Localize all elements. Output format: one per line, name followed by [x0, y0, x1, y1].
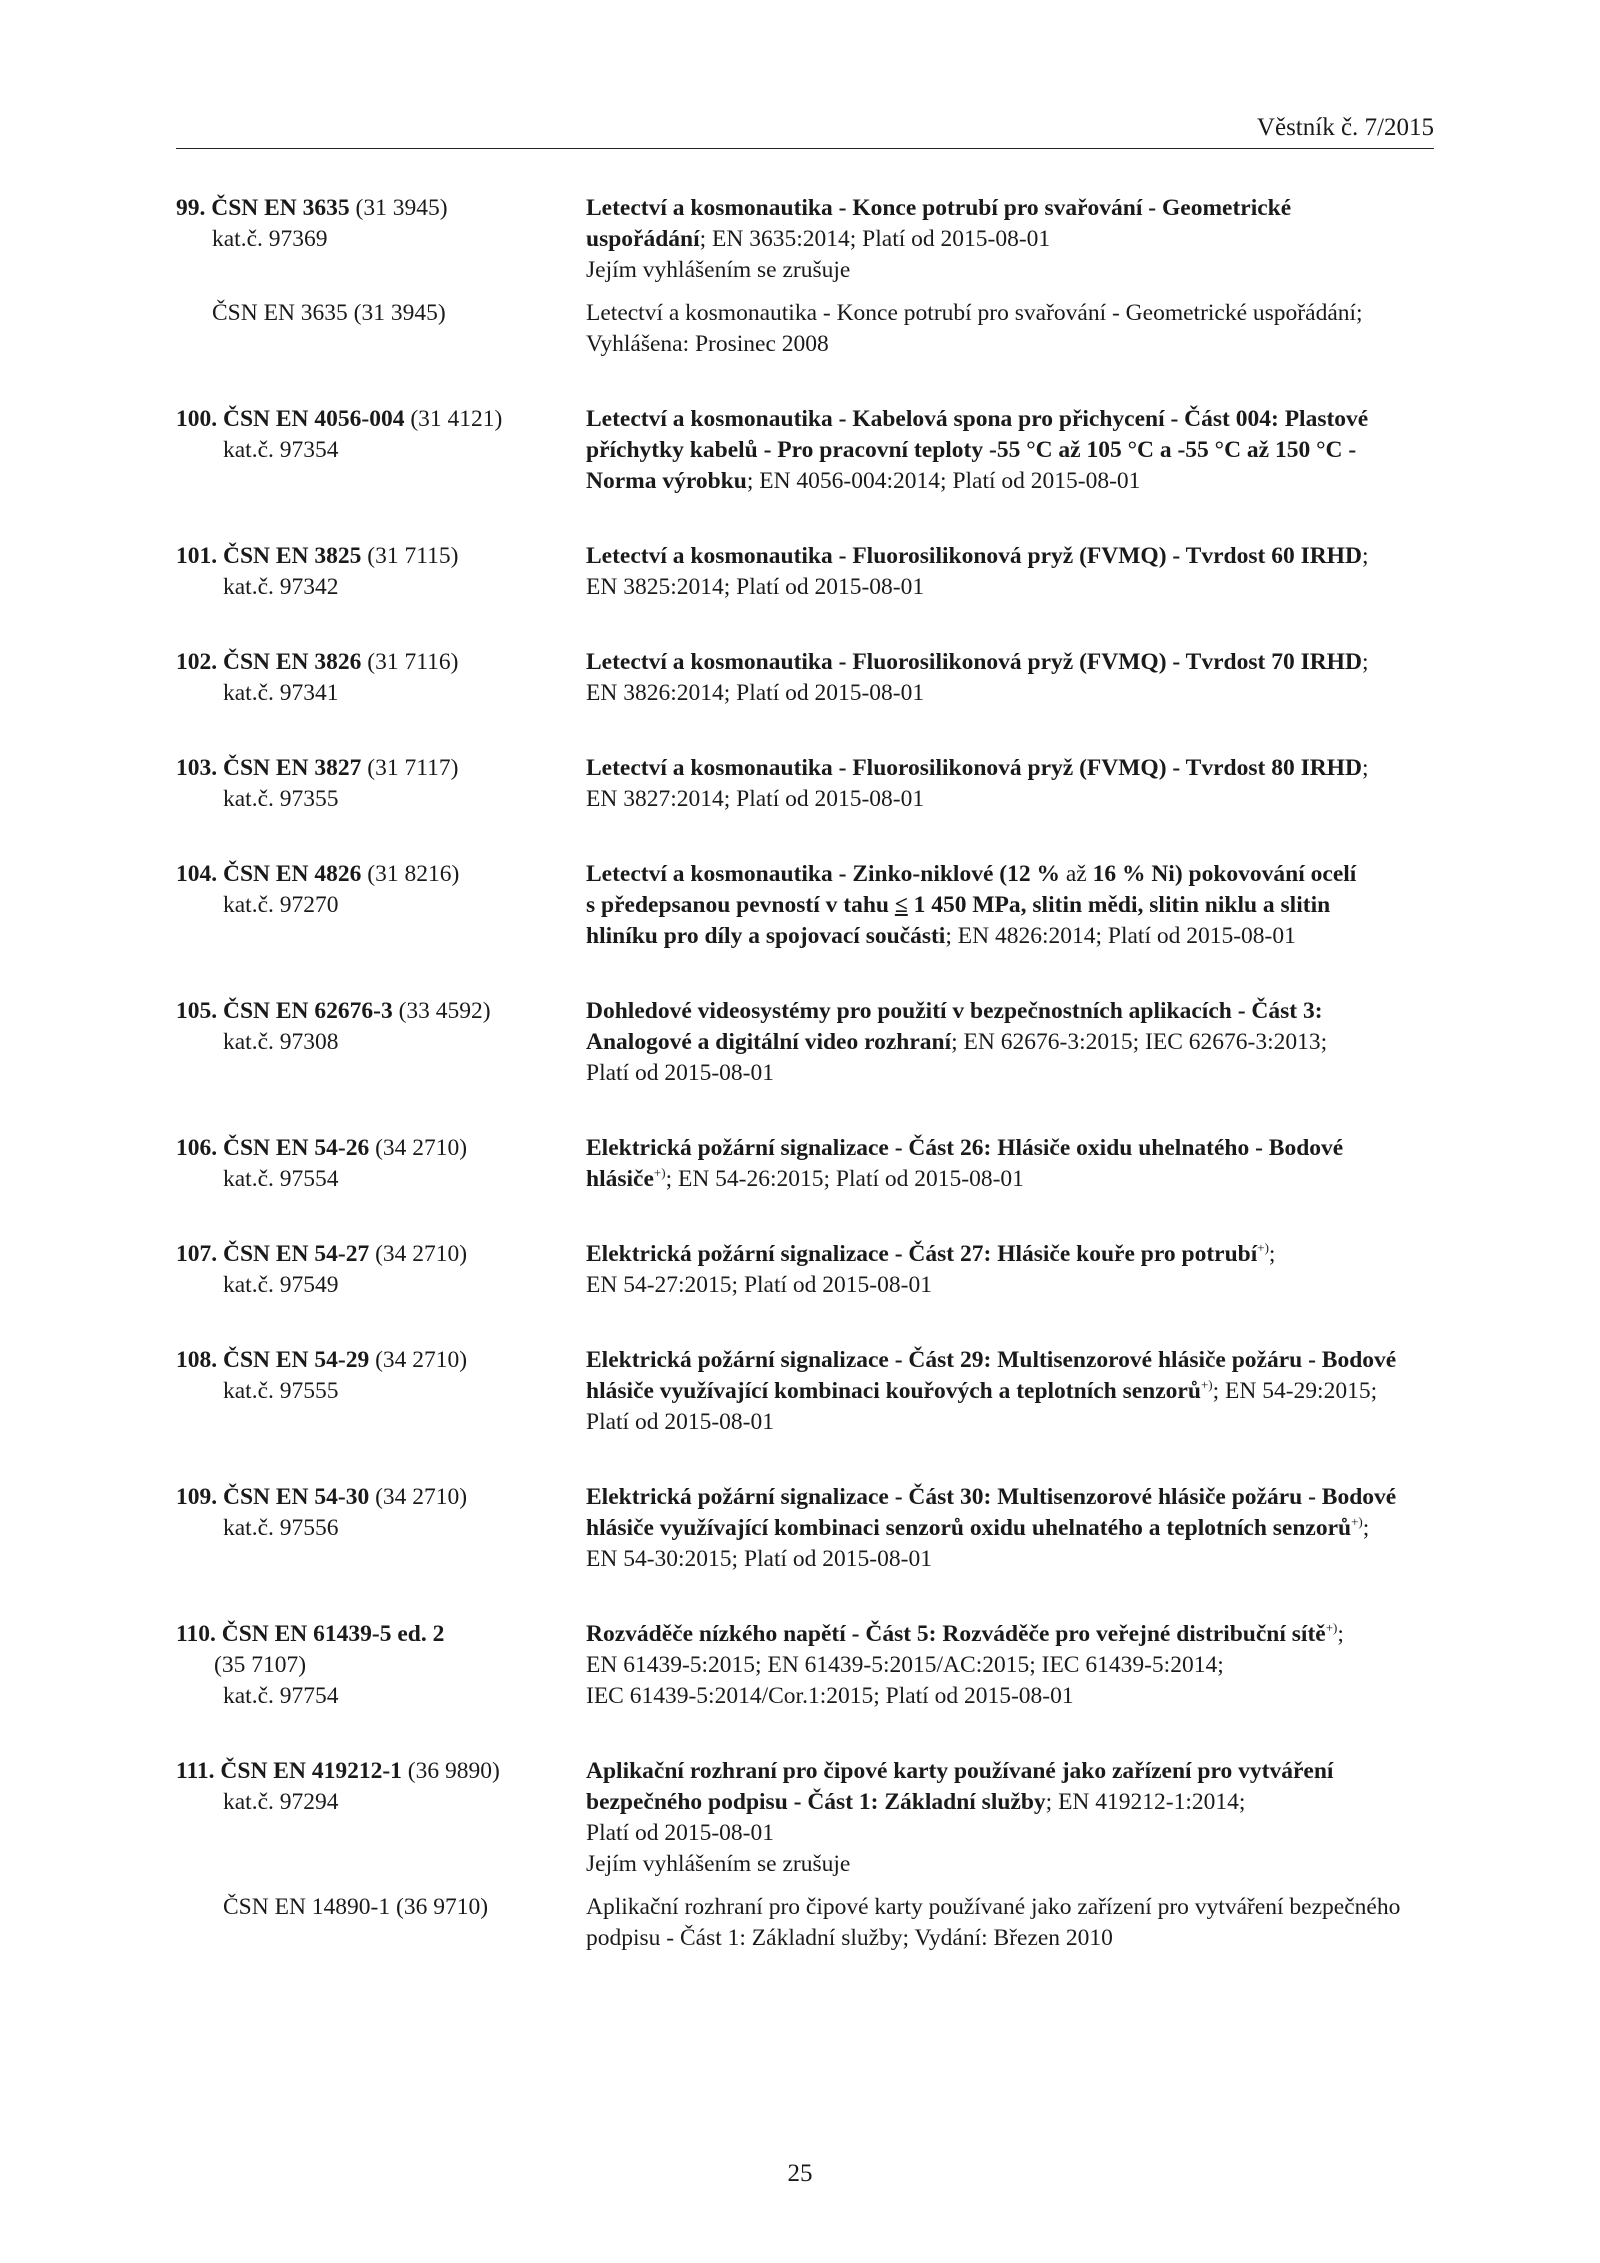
- page-header: [176, 108, 1434, 149]
- catalog-number: kat.č. 97554: [223, 1166, 339, 1192]
- entry-99-replaced: [176, 298, 1438, 360]
- entry-title: Letectví a kosmonautika - Zinko-niklové (12 % až 16 % Ni) pokovování ocelí s předepsanou pevností v tahu ≤ 1 450 MPa, slitin mědi, slitin niklu a slitin hliníku pro díly a spojovací součásti; EN 4826:2014; Platí od 2015-08-01: [586, 861, 1357, 949]
- journal-issue: Věstník č. 7/2015: [1256, 114, 1434, 141]
- catalog-number: kat.č. 97270: [223, 892, 339, 918]
- replaced-code: ČSN EN 14890-1 (36 9710): [223, 1894, 489, 1920]
- entry-title: Elektrická požární signalizace - Část 26: Hlásiče oxidu uhelnatého - Bodové hlásiče+); EN 54-26:2015; Platí od 2015-08-01: [586, 1135, 1344, 1192]
- entry-code: 102. ČSN EN 3826 (31 7116) kat.č. 97341: [176, 647, 586, 709]
- entry-title: Elektrická požární signalizace - Část 30: Multisenzorové hlásiče požáru - Bodové hlásiče využívající kombinaci senzorů oxidu uhelnatého a teplotních senzorů+); EN 54-30:2015; Platí od 2015-08-01: [586, 1484, 1397, 1572]
- catalog-number: kat.č. 97754: [223, 1683, 339, 1709]
- entry-code: 108. ČSN EN 54-29 (34 2710) kat.č. 97555: [176, 1345, 586, 1438]
- catalog-number: kat.č. 97355: [223, 786, 339, 812]
- catalog-number: kat.č. 97556: [223, 1515, 339, 1541]
- entry-code: 111. ČSN EN 419212-1 (36 9890) kat.č. 97294: [176, 1756, 586, 1880]
- entry-title: Dohledové videosystémy pro použití v bezpečnostních aplikacích - Část 3: Analogové a digitální video rozhraní; EN 62676-3:2015; IEC 62676-3:2013; Platí od 2015-08-01: [586, 998, 1328, 1086]
- catalog-number: kat.č. 97294: [223, 1789, 339, 1815]
- catalog-number: kat.č. 97342: [223, 574, 339, 600]
- entry-code: 106. ČSN EN 54-26 (34 2710) kat.č. 97554: [176, 1133, 586, 1195]
- entry-106: [176, 1133, 1438, 1195]
- entry-code: 107. ČSN EN 54-27 (34 2710) kat.č. 97549: [176, 1239, 586, 1301]
- entry-code: 103. ČSN EN 3827 (31 7117) kat.č. 97355: [176, 753, 586, 815]
- catalog-number: kat.č. 97555: [223, 1378, 339, 1404]
- entry-111: [176, 1756, 1438, 1880]
- entry-104: [176, 859, 1438, 952]
- catalog-number: kat.č. 97354: [223, 437, 339, 463]
- catalog-number: kat.č. 97549: [223, 1272, 339, 1298]
- entry-109: [176, 1482, 1438, 1575]
- entry-107: [176, 1239, 1438, 1301]
- replaced-title: Aplikační rozhraní pro čipové karty používané jako zařízení pro vytváření bezpečného podpisu - Část 1: Základní služby; Vydání: Březen 2010: [586, 1894, 1401, 1951]
- standards-list: [176, 193, 1438, 1998]
- entry-title: Letectví a kosmonautika - Kabelová spona pro přichycení - Část 004: Plastové příchytky kabelů - Pro pracovní teploty -55 °C až 105 °C a -55 °C až 150 °C - Norma výrobku; EN 4056-004:2014; Platí od 2015-08-01: [586, 406, 1369, 494]
- entry-102: [176, 647, 1438, 709]
- entry-title: Letectví a kosmonautika - Konce potrubí pro svařování - Geometrické uspořádání; EN 3635:2014; Platí od 2015-08-01 Jejím vyhlášením se zrušuje: [586, 195, 1292, 283]
- entry-title: Letectví a kosmonautika - Fluorosilikonová pryž (FVMQ) - Tvrdost 60 IRHD; EN 3825:2014; Platí od 2015-08-01: [586, 543, 1369, 600]
- entry-108: [176, 1345, 1438, 1438]
- entry-title: Elektrická požární signalizace - Část 27: Hlásiče kouře pro potrubí+); EN 54-27:2015; Platí od 2015-08-01: [586, 1240, 1276, 1298]
- entry-code: 109. ČSN EN 54-30 (34 2710) kat.č. 97556: [176, 1482, 586, 1575]
- entry-100: [176, 404, 1438, 497]
- entry-110: [176, 1619, 1438, 1712]
- entry-code: 104. ČSN EN 4826 (31 8216) kat.č. 97270: [176, 859, 586, 952]
- entry-code: 99. ČSN EN 3635 (31 3945) kat.č. 97369: [176, 193, 586, 286]
- catalog-number: kat.č. 97341: [223, 680, 339, 706]
- entry-105: [176, 996, 1438, 1089]
- entry-code: 100. ČSN EN 4056-004 (31 4121) kat.č. 97354: [176, 404, 586, 497]
- catalog-number: kat.č. 97308: [223, 1029, 339, 1055]
- entry-code: 105. ČSN EN 62676-3 (33 4592) kat.č. 97308: [176, 996, 586, 1089]
- entry-title: Elektrická požární signalizace - Část 29: Multisenzorové hlásiče požáru - Bodové hlásiče využívající kombinaci kouřových a teplotních senzorů+); EN 54-29:2015; Platí od 2015-08-01: [586, 1347, 1397, 1435]
- entry-title: Letectví a kosmonautika - Fluorosilikonová pryž (FVMQ) - Tvrdost 80 IRHD; EN 3827:2014; Platí od 2015-08-01: [586, 755, 1369, 812]
- entry-99: [176, 193, 1438, 286]
- entry-101: [176, 541, 1438, 603]
- catalog-number: kat.č. 97369: [212, 226, 328, 252]
- classification-number: (35 7107): [214, 1652, 307, 1678]
- entry-code: 110. ČSN EN 61439-5 ed. 2 (35 7107) kat.č. 97754: [176, 1619, 586, 1712]
- replaced-title: Letectví a kosmonautika - Konce potrubí pro svařování - Geometrické uspořádání; Vyhlášena: Prosinec 2008: [586, 300, 1363, 357]
- entry-code: 101. ČSN EN 3825 (31 7115) kat.č. 97342: [176, 541, 586, 603]
- page-number: 25: [787, 2160, 813, 2187]
- entry-title: Aplikační rozhraní pro čipové karty používané jako zařízení pro vytváření bezpečného podpisu - Část 1: Základní služby; EN 419212-1:2014; Platí od 2015-08-01 Jejím vyhlášením se zrušuje: [586, 1758, 1334, 1877]
- entry-title: Letectví a kosmonautika - Fluorosilikonová pryž (FVMQ) - Tvrdost 70 IRHD; EN 3826:2014; Platí od 2015-08-01: [586, 649, 1369, 706]
- entry-103: [176, 753, 1438, 815]
- entry-title: Rozváděče nízkého napětí - Část 5: Rozváděče pro veřejné distribuční sítě+); EN 61439-5:2015; EN 61439-5:2015/AC:2015; IEC 61439-5:2014; IEC 61439-5:2014/Cor.1:2015; Platí od 2015-08-01: [586, 1620, 1344, 1709]
- replaced-code: ČSN EN 3635 (31 3945): [212, 300, 446, 326]
- entry-111-replaced: [176, 1892, 1438, 1954]
